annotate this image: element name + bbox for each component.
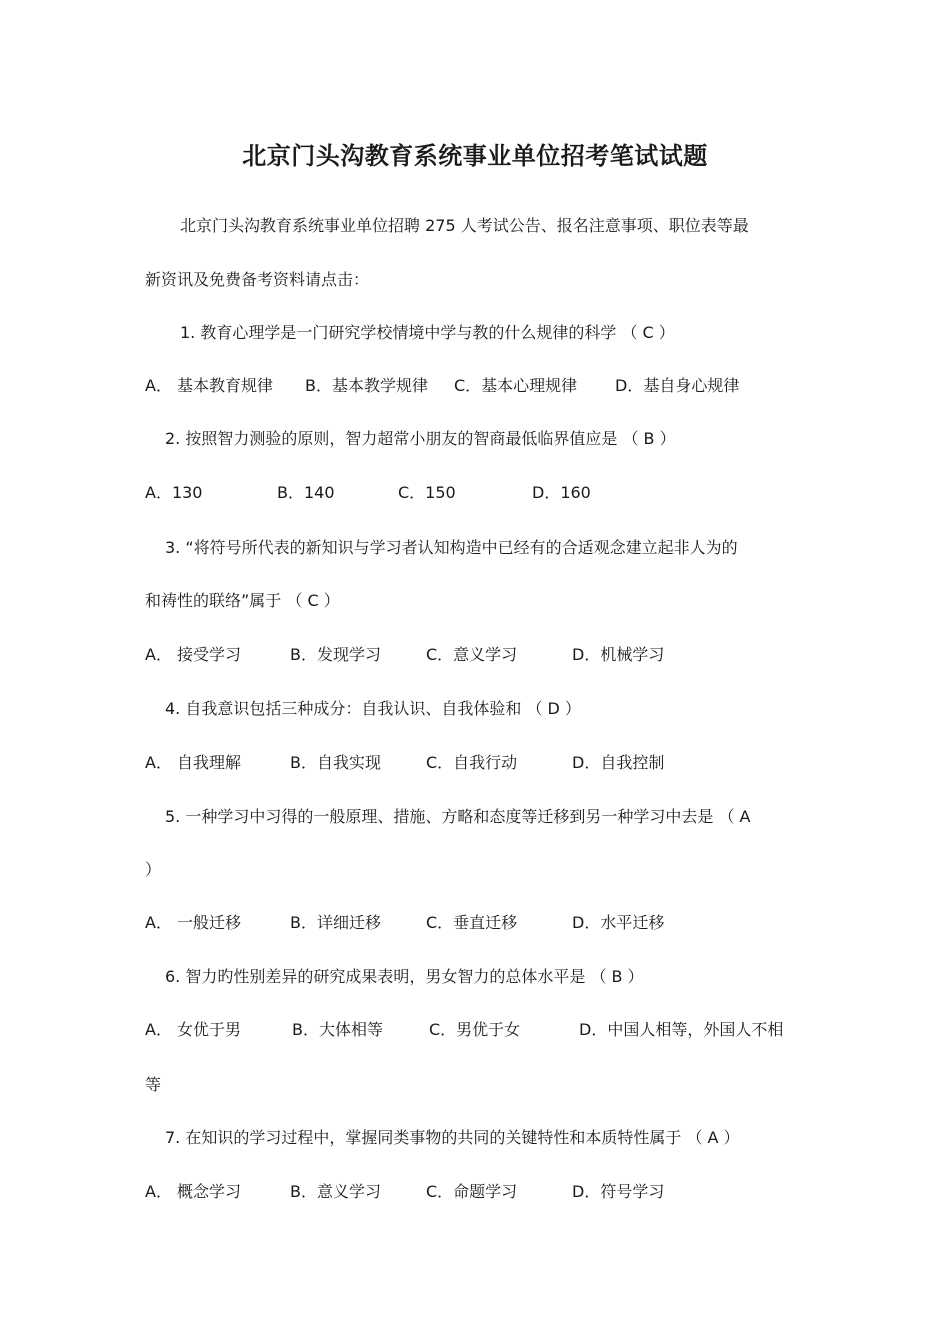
- question-3-option-b: B．发现学习: [290, 645, 381, 664]
- question-5-option-c: C．垂直迁移: [426, 913, 518, 932]
- question-6-option-a: A． 女优于男: [145, 1020, 242, 1039]
- question-7-option-b: B．意义学习: [290, 1182, 381, 1201]
- question-6-options: [145, 1018, 825, 1042]
- question-4-option-c: C．自我行动: [426, 753, 518, 772]
- question-1-option-b: B．基本教学规律: [305, 376, 428, 395]
- question-3-option-d: D．机械学习: [572, 645, 665, 664]
- question-6: 6. 智力旳性别差异的研究成果表明，男女智力的总体水平是 （ B ）: [165, 967, 644, 986]
- question-7-option-d: D．符号学习: [572, 1182, 665, 1201]
- question-3-option-c: C．意义学习: [426, 645, 518, 664]
- question-2-options: [145, 481, 825, 505]
- question-3-option-a: A． 接受学习: [145, 645, 242, 664]
- question-1-option-c: C．基本心理规律: [454, 376, 578, 395]
- question-5-option-a: A． 一般迁移: [145, 913, 242, 932]
- question-2-option-b: B．140: [277, 483, 335, 502]
- question-6-option-b: B．大体相等: [292, 1020, 383, 1039]
- question-2-option-a: A．130: [145, 483, 203, 502]
- question-2: 2. 按照智力测验的原则，智力超常小朋友的智商最低临界值应是 （ B ）: [165, 429, 676, 448]
- question-7-option-c: C．命题学习: [426, 1182, 518, 1201]
- question-5-options: [145, 911, 825, 935]
- question-3-line-2: 和祷性的联络”属于 （ C ）: [145, 591, 340, 610]
- question-1: 1. 教育心理学是一门研究学校情境中学与教的什么规律的科学 （ C ）: [180, 323, 675, 342]
- question-4-options: [145, 751, 825, 775]
- question-2-option-d: D．160: [532, 483, 591, 502]
- intro-line-1: 北京门头沟教育系统事业单位招聘 275 人考试公告、报名注意事项、职位表等最: [180, 216, 749, 235]
- question-2-option-c: C．150: [398, 483, 456, 502]
- question-1-options: [145, 374, 825, 398]
- question-1-option-a: A． 基本教育规律: [145, 376, 274, 395]
- question-7: 7. 在知识的学习过程中，掌握同类事物的共同的关键特性和本质特性属于 （ A ）: [165, 1128, 740, 1147]
- question-7-options: [145, 1180, 825, 1204]
- question-6-option-d-continued: 等: [145, 1075, 162, 1094]
- question-5-line-1: 5. 一种学习中习得的一般原理、措施、方略和态度等迁移到另一种学习中去是 （ A: [165, 807, 751, 826]
- question-5-option-b: B．详细迁移: [290, 913, 381, 932]
- question-4-option-a: A． 自我理解: [145, 753, 242, 772]
- question-3-options: [145, 643, 825, 667]
- question-4-option-b: B．自我实现: [290, 753, 381, 772]
- question-4-option-d: D．自我控制: [572, 753, 665, 772]
- question-7-option-a: A． 概念学习: [145, 1182, 242, 1201]
- question-6-option-c: C．男优于女: [429, 1020, 521, 1039]
- question-3-line-1: 3. “将符号所代表的新知识与学习者认知构造中已经有的合适观念建立起非人为的: [165, 538, 738, 557]
- page-title: 北京门头沟教育系统事业单位招考笔试试题: [242, 142, 708, 170]
- question-1-option-d: D．基自身心规律: [615, 376, 740, 395]
- question-5-option-d: D．水平迁移: [572, 913, 665, 932]
- question-5-line-2: ）: [145, 860, 162, 879]
- intro-line-2: 新资讯及免费备考资料请点击：: [145, 270, 370, 289]
- question-6-option-d: D．中国人相等，外国人不相: [579, 1020, 784, 1039]
- question-4: 4. 自我意识包括三种成分：自我认识、自我体验和 （ D ）: [165, 699, 581, 718]
